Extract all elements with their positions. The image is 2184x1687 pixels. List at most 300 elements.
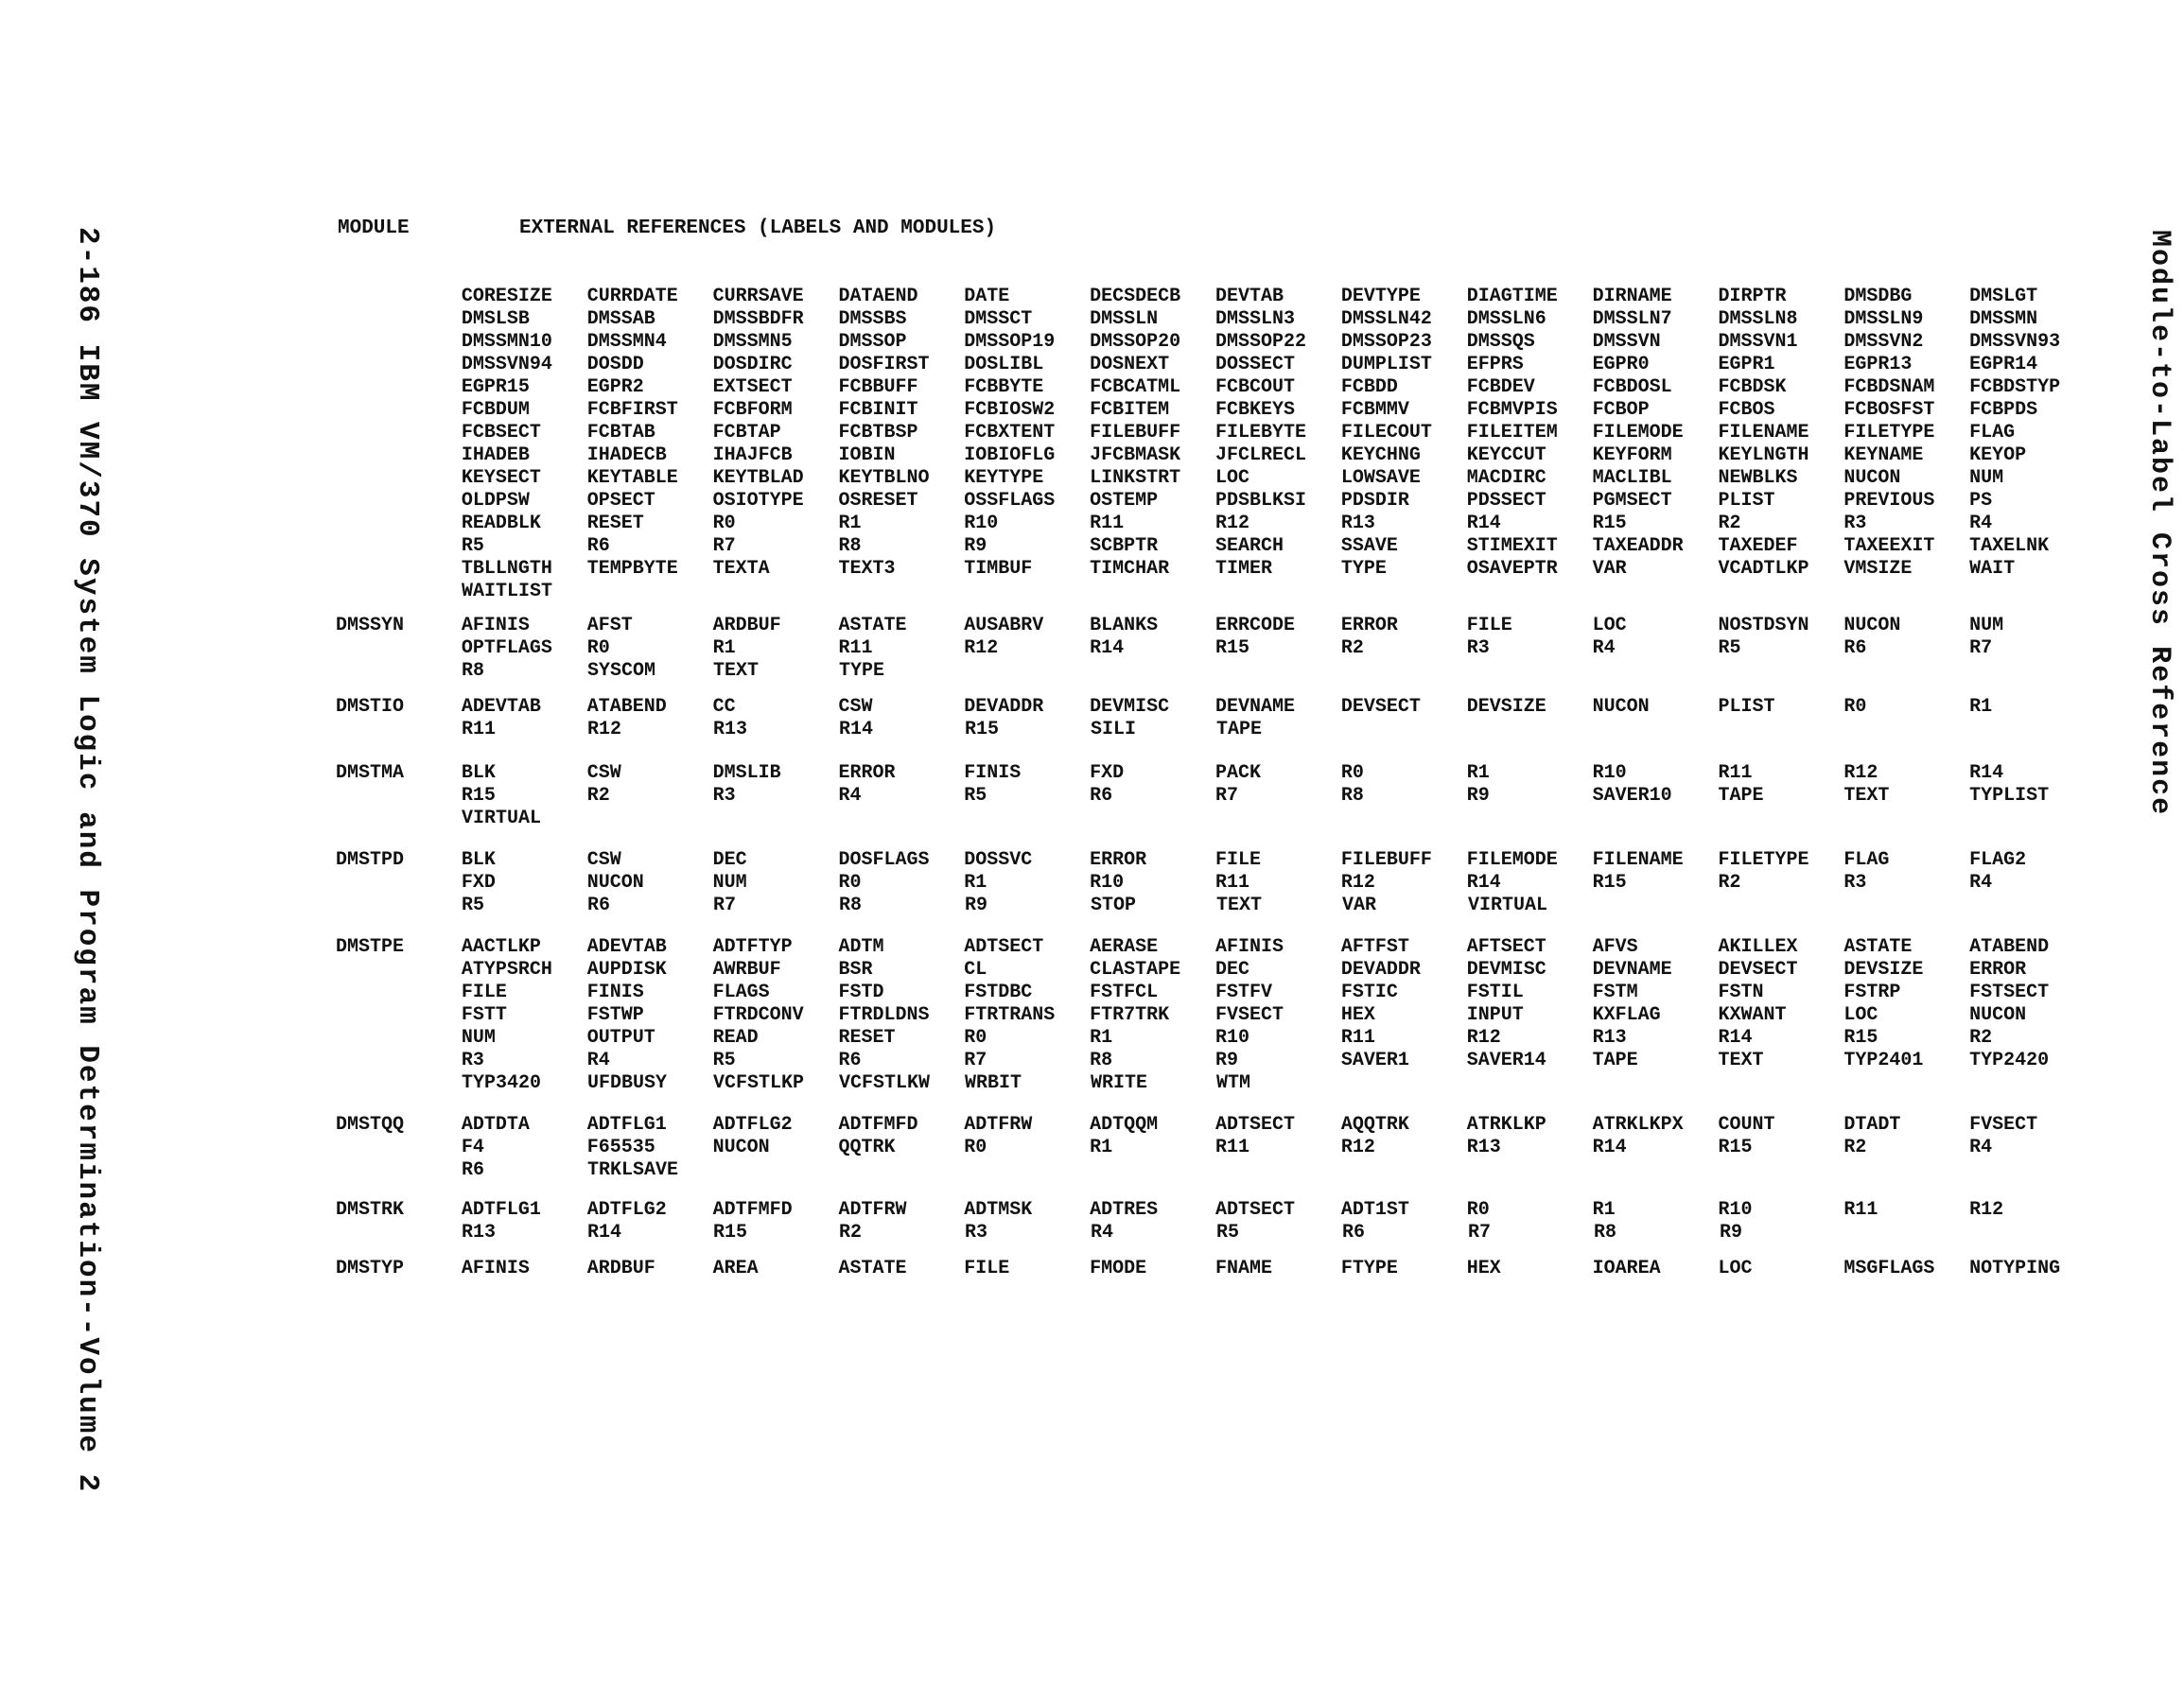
- reference-label: ADTMSK: [964, 1199, 1033, 1221]
- reference-label: R13: [1466, 1137, 1501, 1158]
- reference-label: CC: [712, 696, 736, 718]
- reference-label: FINIS: [964, 762, 1022, 784]
- page-header-vertical: 2-186 IBM VM/370 System Logic and Program Determination--Volume 2: [71, 227, 104, 1494]
- reference-label: FLAG2: [1969, 849, 2027, 871]
- reference-label: FCBITEM: [1090, 399, 1170, 421]
- reference-label: SSAVE: [1340, 535, 1398, 557]
- reference-label: R11: [1215, 872, 1250, 894]
- reference-label: ADTFMFD: [712, 1199, 793, 1221]
- reference-label: R14: [1466, 872, 1501, 894]
- reference-row: [336, 1072, 2095, 1095]
- reference-label: ADTFLG1: [586, 1114, 667, 1136]
- reference-label: VCADTLKP: [1718, 558, 1809, 580]
- reference-label: WRBIT: [965, 1072, 1022, 1094]
- reference-label: DMSLSB: [461, 308, 530, 330]
- reference-label: R1: [712, 637, 736, 659]
- reference-label: NUCON: [1969, 1004, 2027, 1026]
- module-name: [336, 959, 462, 982]
- reference-label: AUPDISK: [586, 959, 667, 981]
- reference-label: WAIT: [1969, 558, 2016, 580]
- reference-label: R14: [1969, 762, 2004, 784]
- reference-label: R10: [1215, 1027, 1250, 1049]
- reference-label: R5: [1718, 637, 1741, 659]
- reference-label: READBLK: [461, 513, 541, 534]
- module-name: [336, 895, 462, 917]
- reference-row: [336, 376, 2095, 399]
- reference-label: R11: [1215, 1137, 1250, 1158]
- reference-label: TAPE: [1592, 1050, 1638, 1071]
- reference-label: HEX: [1340, 1004, 1375, 1026]
- reference-label: R7: [1468, 1222, 1492, 1244]
- reference-label: DEVADDR: [1340, 959, 1421, 981]
- module-name: [336, 490, 462, 513]
- reference-label: ERROR: [1340, 615, 1398, 636]
- reference-label: EGPR13: [1843, 354, 1913, 375]
- reference-label: DIRPTR: [1718, 286, 1787, 307]
- reference-label: R7: [712, 535, 736, 557]
- reference-label: ADTSECT: [1215, 1114, 1296, 1136]
- reference-label: R3: [1843, 513, 1867, 534]
- module-name: DMSTRK: [336, 1199, 405, 1221]
- module-group: [336, 615, 2095, 683]
- module-name: [336, 422, 462, 444]
- reference-row: [336, 422, 2095, 444]
- reference-label: KEYFORM: [1592, 444, 1672, 466]
- reference-label: EGPR14: [1969, 354, 2038, 375]
- reference-label: R6: [1342, 1222, 1366, 1244]
- reference-label: OSAVEPTR: [1466, 558, 1558, 580]
- module-name: [336, 1027, 462, 1050]
- reference-label: ADTM: [838, 936, 884, 958]
- reference-label: FSTWP: [586, 1004, 644, 1026]
- reference-label: DOSLIBL: [964, 354, 1044, 375]
- reference-label: DMSSLN7: [1592, 308, 1672, 330]
- module-name: DMSSYN: [336, 615, 405, 636]
- reference-label: KEYTBLAD: [712, 467, 804, 489]
- module-name: [336, 1222, 462, 1244]
- reference-label: AFINIS: [1215, 936, 1284, 958]
- reference-label: R5: [462, 895, 485, 916]
- reference-label: AWRBUF: [712, 959, 781, 981]
- reference-label: PLIST: [1718, 696, 1775, 718]
- module-group: [336, 696, 2095, 741]
- reference-row: [336, 286, 2095, 308]
- reference-label: IHADEB: [461, 444, 530, 466]
- reference-label: DEVSECT: [1718, 959, 1798, 981]
- module-column-header: MODULE: [338, 217, 410, 239]
- reference-label: R0: [1843, 696, 1867, 718]
- module-group: [336, 762, 2095, 830]
- reference-label: R5: [964, 785, 987, 807]
- reference-label: DMSSLN8: [1718, 308, 1798, 330]
- reference-label: NOTYPING: [1969, 1258, 2061, 1279]
- reference-label: R8: [838, 535, 862, 557]
- reference-label: ASTATE: [838, 1258, 907, 1279]
- reference-label: TIMBUF: [964, 558, 1033, 580]
- reference-row: [336, 696, 2095, 719]
- reference-label: WTM: [1216, 1072, 1251, 1094]
- reference-label: R0: [586, 637, 610, 659]
- reference-label: R4: [1969, 513, 1993, 534]
- reference-label: BSR: [838, 959, 873, 981]
- reference-label: R7: [964, 1050, 987, 1071]
- reference-label: INPUT: [1466, 1004, 1524, 1026]
- reference-row: [336, 936, 2095, 959]
- reference-label: FILE: [461, 982, 507, 1003]
- module-name: [336, 513, 462, 535]
- reference-label: FILEMODE: [1466, 849, 1558, 871]
- reference-label: FILEMODE: [1592, 422, 1684, 443]
- reference-label: WRITE: [1091, 1072, 1148, 1094]
- reference-label: R6: [587, 895, 611, 916]
- reference-label: NUM: [1969, 615, 2004, 636]
- reference-label: VIRTUAL: [1468, 895, 1548, 916]
- reference-label: ASTATE: [838, 615, 907, 636]
- reference-label: FCBBUFF: [838, 376, 918, 398]
- reference-label: F4: [461, 1137, 484, 1158]
- reference-label: TEXT: [1216, 895, 1263, 916]
- reference-label: R15: [1592, 872, 1627, 894]
- reference-label: R11: [462, 719, 497, 740]
- reference-row: [336, 308, 2095, 331]
- reference-label: PLIST: [1718, 490, 1775, 512]
- reference-label: ATRKLKPX: [1592, 1114, 1684, 1136]
- reference-label: R8: [1594, 1222, 1617, 1244]
- reference-label: OSSFLAGS: [964, 490, 1056, 512]
- reference-label: ATABEND: [586, 696, 667, 718]
- reference-label: TYPE: [1340, 558, 1387, 580]
- reference-label: R2: [1843, 1137, 1867, 1158]
- reference-label: FSTFV: [1215, 982, 1273, 1003]
- module-name: [336, 719, 462, 741]
- reference-label: FCBIOSW2: [964, 399, 1056, 421]
- reference-row: [336, 535, 2095, 558]
- reference-label: QQTRK: [838, 1137, 896, 1158]
- reference-label: R15: [1843, 1027, 1878, 1049]
- reference-label: FSTIL: [1466, 982, 1524, 1003]
- reference-label: DEVMISC: [1090, 696, 1170, 718]
- reference-label: TYPLIST: [1969, 785, 2050, 807]
- reference-label: R5: [1216, 1222, 1240, 1244]
- reference-label: ADTFLG1: [461, 1199, 541, 1221]
- reference-label: CSW: [838, 696, 873, 718]
- module-name: DMSTYP: [336, 1258, 405, 1279]
- reference-label: R14: [839, 719, 874, 740]
- reference-label: FCBOSFST: [1843, 399, 1935, 421]
- reference-label: CORESIZE: [461, 286, 552, 307]
- reference-row: [336, 895, 2095, 917]
- reference-label: JFCLRECL: [1215, 444, 1307, 466]
- reference-label: FINIS: [586, 982, 644, 1003]
- reference-label: KEYTBLNO: [838, 467, 930, 489]
- reference-label: R4: [1969, 1137, 1993, 1158]
- reference-label: UFDBUSY: [587, 1072, 668, 1094]
- reference-label: DMSSMN5: [712, 331, 793, 353]
- reference-row: [336, 1222, 2095, 1244]
- reference-label: FSTN: [1718, 982, 1764, 1003]
- reference-label: FCBCOUT: [1215, 376, 1296, 398]
- reference-label: FCBDEV: [1466, 376, 1535, 398]
- reference-row: [336, 872, 2095, 895]
- reference-label: VIRTUAL: [462, 808, 542, 829]
- reference-label: KEYTYPE: [964, 467, 1044, 489]
- reference-label: R0: [964, 1027, 987, 1049]
- module-name: [336, 1004, 462, 1027]
- reference-label: R2: [1969, 1027, 1993, 1049]
- reference-label: FCBTBSP: [838, 422, 918, 443]
- reference-label: TEXT3: [838, 558, 896, 580]
- reference-label: ADT1ST: [1340, 1199, 1409, 1221]
- reference-row: [336, 399, 2095, 422]
- reference-label: R9: [1215, 1050, 1239, 1071]
- reference-label: FCBDD: [1340, 376, 1398, 398]
- reference-label: FCBDSK: [1718, 376, 1787, 398]
- reference-label: DEVTYPE: [1340, 286, 1421, 307]
- reference-label: R1: [1969, 696, 1993, 718]
- reference-label: FCBSECT: [461, 422, 541, 443]
- reference-label: FCBDUM: [461, 399, 530, 421]
- reference-label: TIMER: [1215, 558, 1273, 580]
- reference-label: F65535: [586, 1137, 655, 1158]
- reference-label: MACDIRC: [1466, 467, 1546, 489]
- module-group: [336, 286, 2095, 603]
- reference-label: COUNT: [1718, 1114, 1775, 1136]
- reference-label: R12: [1340, 872, 1375, 894]
- reference-label: VCFSTLKW: [839, 1072, 931, 1094]
- reference-row: [336, 660, 2095, 683]
- reference-label: TEMPBYTE: [586, 558, 678, 580]
- reference-label: FLAG: [1969, 422, 2016, 443]
- reference-label: R12: [1969, 1199, 2004, 1221]
- reference-label: R6: [462, 1159, 485, 1181]
- reference-label: FVSECT: [1969, 1114, 2038, 1136]
- reference-row: [336, 581, 2095, 603]
- reference-label: R1: [838, 513, 862, 534]
- reference-label: DOSNEXT: [1090, 354, 1170, 375]
- reference-label: FSTDBC: [964, 982, 1033, 1003]
- reference-label: R9: [1466, 785, 1490, 807]
- reference-label: R9: [965, 895, 988, 916]
- reference-label: AERASE: [1090, 936, 1159, 958]
- reference-label: ADTFMFD: [838, 1114, 918, 1136]
- reference-label: R3: [461, 1050, 484, 1071]
- reference-row: [336, 785, 2095, 808]
- reference-label: SYSCOM: [587, 660, 656, 682]
- reference-label: EGPR15: [461, 376, 530, 398]
- reference-row: [336, 1199, 2095, 1222]
- reference-label: OPSECT: [586, 490, 655, 512]
- reference-label: FILE: [1466, 615, 1512, 636]
- reference-label: DMSSMN: [1969, 308, 2038, 330]
- reference-label: READ: [712, 1027, 759, 1049]
- module-group: [336, 936, 2095, 1095]
- module-name: [336, 444, 462, 467]
- reference-label: NUCON: [586, 872, 644, 894]
- reference-row: [336, 513, 2095, 535]
- reference-label: FSTFCL: [1090, 982, 1159, 1003]
- reference-label: FILETYPE: [1718, 849, 1809, 871]
- reference-label: ADTRES: [1090, 1199, 1159, 1221]
- reference-label: MACLIBL: [1592, 467, 1672, 489]
- reference-label: R4: [1091, 1222, 1114, 1244]
- module-name: [336, 581, 462, 603]
- reference-label: KXWANT: [1718, 1004, 1787, 1026]
- reference-label: FSTT: [461, 1004, 507, 1026]
- reference-label: FSTRP: [1843, 982, 1901, 1003]
- module-name: [336, 1137, 462, 1159]
- reference-label: R1: [964, 872, 987, 894]
- reference-label: DMSSOP20: [1090, 331, 1181, 353]
- reference-label: DMSSVN94: [461, 354, 552, 375]
- reference-label: DMSSCT: [964, 308, 1033, 330]
- reference-label: KEYLNGTH: [1718, 444, 1809, 466]
- reference-label: AACTLKP: [461, 936, 541, 958]
- reference-label: TBLLNGTH: [461, 558, 552, 580]
- reference-label: DMSDBG: [1843, 286, 1913, 307]
- reference-label: OSIOTYPE: [712, 490, 804, 512]
- reference-label: DIAGTIME: [1466, 286, 1558, 307]
- reference-row: [336, 1258, 2095, 1280]
- reference-label: R3: [965, 1222, 988, 1244]
- reference-label: FILENAME: [1718, 422, 1809, 443]
- reference-label: OSRESET: [838, 490, 918, 512]
- reference-label: R13: [462, 1222, 497, 1244]
- reference-label: DMSSVN1: [1718, 331, 1798, 353]
- reference-label: FCBFORM: [712, 399, 793, 421]
- reference-label: R11: [1090, 513, 1125, 534]
- module-group: [336, 1258, 2095, 1280]
- reference-row: [336, 490, 2095, 513]
- reference-label: R14: [587, 1222, 622, 1244]
- reference-label: TAXEDEF: [1718, 535, 1798, 557]
- reference-label: DOSSECT: [1215, 354, 1296, 375]
- reference-label: KEYNAME: [1843, 444, 1924, 466]
- reference-label: FSTM: [1592, 982, 1638, 1003]
- reference-label: NEWBLKS: [1718, 467, 1798, 489]
- reference-label: R5: [461, 535, 484, 557]
- reference-label: AFTFST: [1340, 936, 1409, 958]
- reference-label: DOSDIRC: [712, 354, 793, 375]
- reference-label: ADTFTYP: [712, 936, 793, 958]
- reference-label: DMSLGT: [1969, 286, 2038, 307]
- reference-label: FTRTRANS: [964, 1004, 1056, 1026]
- reference-label: FCBTAB: [586, 422, 655, 443]
- module-name: [336, 1072, 462, 1095]
- reference-label: R2: [839, 1222, 863, 1244]
- reference-label: FSTSECT: [1969, 982, 2050, 1003]
- reference-label: R0: [964, 1137, 987, 1158]
- reference-label: DMSSLN9: [1843, 308, 1924, 330]
- module-name: [336, 399, 462, 422]
- reference-label: FMODE: [1090, 1258, 1147, 1279]
- reference-label: FSTD: [838, 982, 884, 1003]
- reference-label: KXFLAG: [1592, 1004, 1661, 1026]
- reference-label: R8: [839, 895, 863, 916]
- module-name: [336, 808, 462, 830]
- reference-label: DMSSMN10: [461, 331, 552, 353]
- reference-label: DEVNAME: [1215, 696, 1296, 718]
- reference-row: [336, 637, 2095, 660]
- module-name: [336, 785, 462, 808]
- reference-label: DMSLIB: [712, 762, 781, 784]
- reference-label: R13: [713, 719, 748, 740]
- reference-label: LOC: [1843, 1004, 1878, 1026]
- reference-label: R0: [712, 513, 736, 534]
- reference-label: R6: [1843, 637, 1867, 659]
- reference-label: AFINIS: [461, 1258, 530, 1279]
- reference-label: ATABEND: [1969, 936, 2050, 958]
- reference-label: DOSDD: [586, 354, 644, 375]
- reference-label: AFST: [586, 615, 633, 636]
- module-name: DMSTMA: [336, 762, 405, 784]
- reference-label: FXD: [461, 872, 496, 894]
- reference-label: AUSABRV: [964, 615, 1044, 636]
- reference-label: ERROR: [838, 762, 896, 784]
- reference-row: [336, 467, 2095, 490]
- reference-row: [336, 558, 2095, 581]
- reference-label: R15: [713, 1222, 748, 1244]
- reference-label: R14: [1592, 1137, 1627, 1158]
- reference-label: FILEBUFF: [1090, 422, 1181, 443]
- reference-label: ERROR: [1090, 849, 1147, 871]
- module-name: [336, 1050, 462, 1072]
- reference-label: FCBBYTE: [964, 376, 1044, 398]
- reference-label: R15: [1215, 637, 1250, 659]
- reference-label: R1: [1090, 1137, 1113, 1158]
- reference-label: DEC: [712, 849, 747, 871]
- reference-label: PDSDIR: [1340, 490, 1409, 512]
- reference-label: R9: [1720, 1222, 1743, 1244]
- reference-label: NOSTDSYN: [1718, 615, 1809, 636]
- reference-label: SAVER14: [1466, 1050, 1546, 1071]
- reference-label: STIMEXIT: [1466, 535, 1558, 557]
- reference-label: ATRKLKP: [1466, 1114, 1546, 1136]
- reference-label: R8: [1340, 785, 1364, 807]
- reference-label: FTRDCONV: [712, 1004, 804, 1026]
- reference-label: FCBFIRST: [586, 399, 678, 421]
- reference-label: ADEVTAB: [586, 936, 667, 958]
- reference-label: EGPR0: [1592, 354, 1650, 375]
- reference-row: [336, 808, 2095, 830]
- reference-label: DUMPLIST: [1340, 354, 1432, 375]
- reference-label: NUCON: [712, 1137, 770, 1158]
- reference-label: R10: [1090, 872, 1125, 894]
- reference-label: CSW: [586, 849, 621, 871]
- reference-row: [336, 331, 2095, 354]
- reference-label: R15: [1592, 513, 1627, 534]
- reference-label: DMSSOP: [838, 331, 907, 353]
- reference-label: DMSSBS: [838, 308, 907, 330]
- reference-label: R8: [462, 660, 485, 682]
- reference-label: R11: [1718, 762, 1753, 784]
- reference-label: R14: [1090, 637, 1125, 659]
- reference-label: TYP3420: [462, 1072, 542, 1094]
- reference-label: PACK: [1215, 762, 1262, 784]
- reference-label: TEXTA: [712, 558, 770, 580]
- reference-label: R7: [1215, 785, 1239, 807]
- reference-label: R12: [1215, 513, 1250, 534]
- reference-label: DEVMISC: [1466, 959, 1546, 981]
- reference-label: DOSSVC: [964, 849, 1033, 871]
- reference-label: DIRNAME: [1592, 286, 1672, 307]
- reference-label: R2: [1718, 872, 1741, 894]
- reference-label: SILI: [1091, 719, 1137, 740]
- reference-label: RESET: [586, 513, 644, 534]
- module-name: [336, 354, 462, 376]
- reference-label: FCBMMV: [1340, 399, 1409, 421]
- reference-label: AKILLEX: [1718, 936, 1798, 958]
- reference-label: R0: [838, 872, 862, 894]
